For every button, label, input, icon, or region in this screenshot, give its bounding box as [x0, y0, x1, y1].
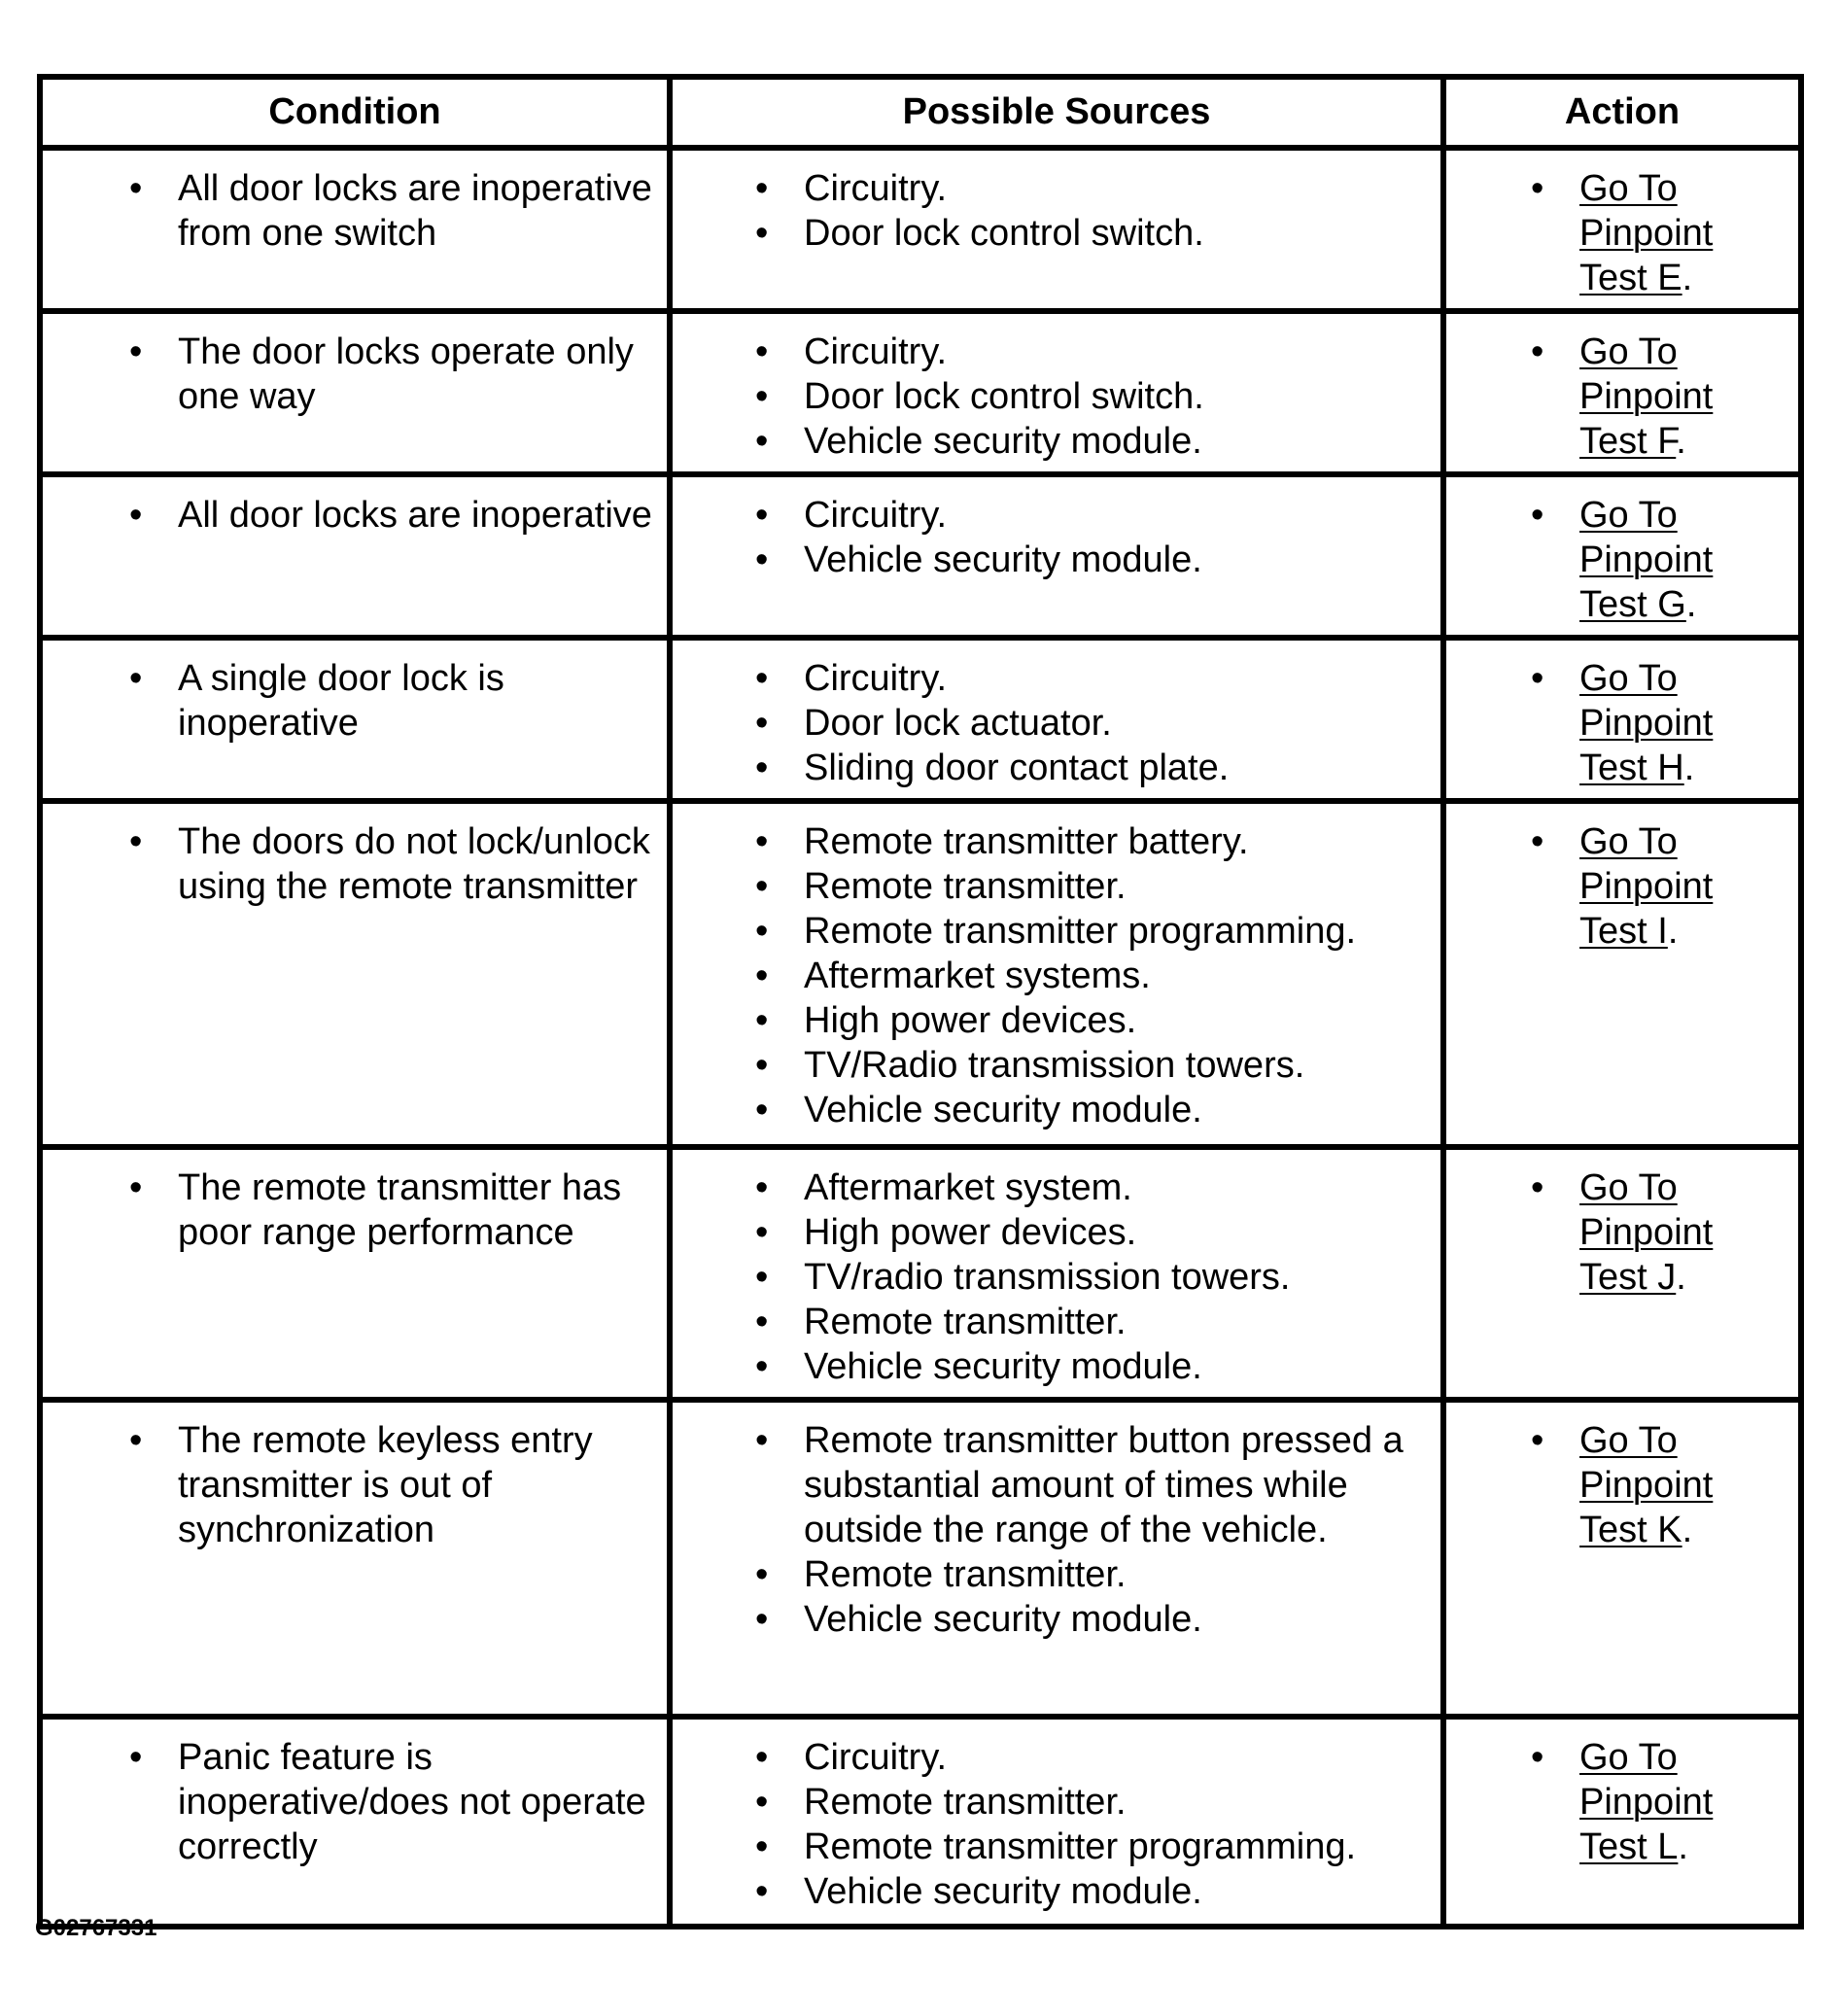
figure-id: G02767331 — [35, 1915, 157, 1941]
pinpoint-test-link[interactable]: Go To Pinpoint Test G — [1579, 495, 1714, 625]
action-cell — [1443, 801, 1801, 1147]
condition-text: • The remote transmitter has poor range performance — [178, 1165, 657, 1255]
possible-sources-cell — [670, 474, 1443, 638]
table-row — [40, 801, 1801, 1147]
source-item: • Aftermarket system. — [804, 1165, 1431, 1210]
pinpoint-test-link[interactable]: Go To Pinpoint Test F — [1579, 331, 1714, 462]
source-item: • Vehicle security module. — [804, 1869, 1431, 1914]
source-item: • High power devices. — [804, 998, 1431, 1043]
condition-text: • Panic feature is inoperative/does not operate correctly — [178, 1735, 657, 1869]
table-row — [40, 638, 1801, 801]
table-body — [40, 148, 1801, 1927]
sources-list — [673, 477, 1440, 590]
pinpoint-test-link[interactable]: Go To Pinpoint Test K — [1579, 1420, 1714, 1550]
possible-sources-cell — [670, 1400, 1443, 1717]
source-item: • Sliding door contact plate. — [804, 746, 1431, 790]
header-condition: Condition — [40, 77, 670, 148]
table-row — [40, 311, 1801, 474]
source-item: • Aftermarket systems. — [804, 954, 1431, 998]
action-cell — [1443, 638, 1801, 801]
pinpoint-test-link[interactable]: Go To Pinpoint Test J — [1579, 1167, 1714, 1298]
sources-list — [673, 151, 1440, 263]
source-item: • Remote transmitter button pressed a substantial amount of times while outside the range of the vehicle. — [804, 1418, 1431, 1552]
source-item: • Circuitry. — [804, 330, 1431, 374]
source-item: • Circuitry. — [804, 1735, 1431, 1780]
condition-list — [43, 151, 667, 263]
source-item: • Remote transmitter battery. — [804, 819, 1431, 864]
condition-list — [43, 477, 667, 545]
condition-list — [43, 1720, 667, 1877]
header-row — [40, 77, 1801, 148]
table-row — [40, 1717, 1801, 1927]
sources-list — [673, 1150, 1440, 1397]
source-item: • Circuitry. — [804, 166, 1431, 211]
action-list — [1446, 1720, 1798, 1877]
table-row — [40, 148, 1801, 311]
action-suffix: . — [1676, 421, 1686, 462]
source-item: • Circuitry. — [804, 493, 1431, 538]
action-suffix: . — [1685, 584, 1697, 625]
condition-list — [43, 641, 667, 753]
action-cell — [1443, 1717, 1801, 1927]
action-item — [1579, 656, 1788, 790]
sources-list — [673, 1403, 1440, 1650]
diagnosis-table — [37, 74, 1804, 1929]
condition-text: • The door locks operate only one way — [178, 330, 657, 419]
source-item: • Remote transmitter programming. — [804, 909, 1431, 954]
table-row — [40, 474, 1801, 638]
table-row — [40, 1400, 1801, 1717]
source-item: • Vehicle security module. — [804, 1344, 1431, 1389]
possible-sources-cell — [670, 801, 1443, 1147]
condition-cell — [40, 148, 670, 311]
source-item: • Remote transmitter. — [804, 1780, 1431, 1825]
condition-list — [43, 1403, 667, 1560]
action-suffix: . — [1667, 911, 1679, 952]
action-item — [1579, 1418, 1788, 1552]
pinpoint-test-link[interactable]: Go To Pinpoint Test H — [1579, 658, 1714, 788]
sources-list — [673, 314, 1440, 471]
action-suffix: . — [1682, 258, 1693, 298]
source-item: • Vehicle security module. — [804, 1088, 1431, 1132]
action-cell — [1443, 1147, 1801, 1400]
action-cell — [1443, 1400, 1801, 1717]
sources-list — [673, 1720, 1440, 1922]
source-item: • High power devices. — [804, 1210, 1431, 1255]
condition-cell — [40, 474, 670, 638]
source-item: • Vehicle security module. — [804, 419, 1431, 464]
condition-list — [43, 314, 667, 427]
source-item: • Circuitry. — [804, 656, 1431, 701]
possible-sources-cell — [670, 148, 1443, 311]
source-item: • Remote transmitter. — [804, 864, 1431, 909]
condition-cell — [40, 1400, 670, 1717]
condition-cell — [40, 801, 670, 1147]
possible-sources-cell — [670, 1147, 1443, 1400]
action-list — [1446, 151, 1798, 308]
source-item: • Remote transmitter programming. — [804, 1825, 1431, 1869]
condition-text: • All door locks are inoperative — [178, 493, 657, 538]
action-item — [1579, 1165, 1788, 1300]
condition-text: • All door locks are inoperative from one switch — [178, 166, 657, 256]
source-item: • TV/Radio transmission towers. — [804, 1043, 1431, 1088]
source-item: • Door lock actuator. — [804, 701, 1431, 746]
sources-list — [673, 641, 1440, 798]
sources-list — [673, 804, 1440, 1140]
action-list — [1446, 804, 1798, 961]
action-suffix: . — [1682, 1510, 1693, 1550]
table-row — [40, 1147, 1801, 1400]
action-suffix: . — [1678, 1826, 1688, 1867]
source-item: • Remote transmitter. — [804, 1552, 1431, 1597]
action-suffix: . — [1676, 1257, 1686, 1298]
condition-text: • The doors do not lock/unlock using the remote transmitter — [178, 819, 657, 909]
header-possible-sources: Possible Sources — [670, 77, 1443, 148]
pinpoint-test-link[interactable]: Go To Pinpoint Test E — [1579, 168, 1714, 298]
condition-list — [43, 1150, 667, 1263]
action-list — [1446, 314, 1798, 471]
action-item — [1579, 1735, 1788, 1869]
action-list — [1446, 1150, 1798, 1307]
source-item: • Door lock control switch. — [804, 374, 1431, 419]
action-item — [1579, 330, 1788, 464]
pinpoint-test-link[interactable]: Go To Pinpoint Test I — [1579, 821, 1714, 952]
action-cell — [1443, 148, 1801, 311]
action-item — [1579, 819, 1788, 954]
condition-list — [43, 804, 667, 917]
action-cell — [1443, 311, 1801, 474]
condition-text: • The remote keyless entry transmitter is out of synchronization — [178, 1418, 657, 1552]
condition-cell — [40, 638, 670, 801]
header-action: Action — [1443, 77, 1801, 148]
pinpoint-test-link[interactable]: Go To Pinpoint Test L — [1579, 1737, 1714, 1867]
action-list — [1446, 641, 1798, 798]
action-cell — [1443, 474, 1801, 638]
action-item — [1579, 166, 1788, 300]
source-item: • Door lock control switch. — [804, 211, 1431, 256]
condition-cell — [40, 1717, 670, 1927]
action-list — [1446, 1403, 1798, 1560]
source-item: • Remote transmitter. — [804, 1300, 1431, 1344]
condition-text: • A single door lock is inoperative — [178, 656, 657, 746]
source-item: • Vehicle security module. — [804, 538, 1431, 582]
condition-cell — [40, 1147, 670, 1400]
possible-sources-cell — [670, 638, 1443, 801]
action-item — [1579, 493, 1788, 627]
possible-sources-cell — [670, 1717, 1443, 1927]
action-suffix: . — [1683, 747, 1695, 788]
source-item: • Vehicle security module. — [804, 1597, 1431, 1642]
action-list — [1446, 477, 1798, 635]
condition-cell — [40, 311, 670, 474]
source-item: • TV/radio transmission towers. — [804, 1255, 1431, 1300]
possible-sources-cell — [670, 311, 1443, 474]
